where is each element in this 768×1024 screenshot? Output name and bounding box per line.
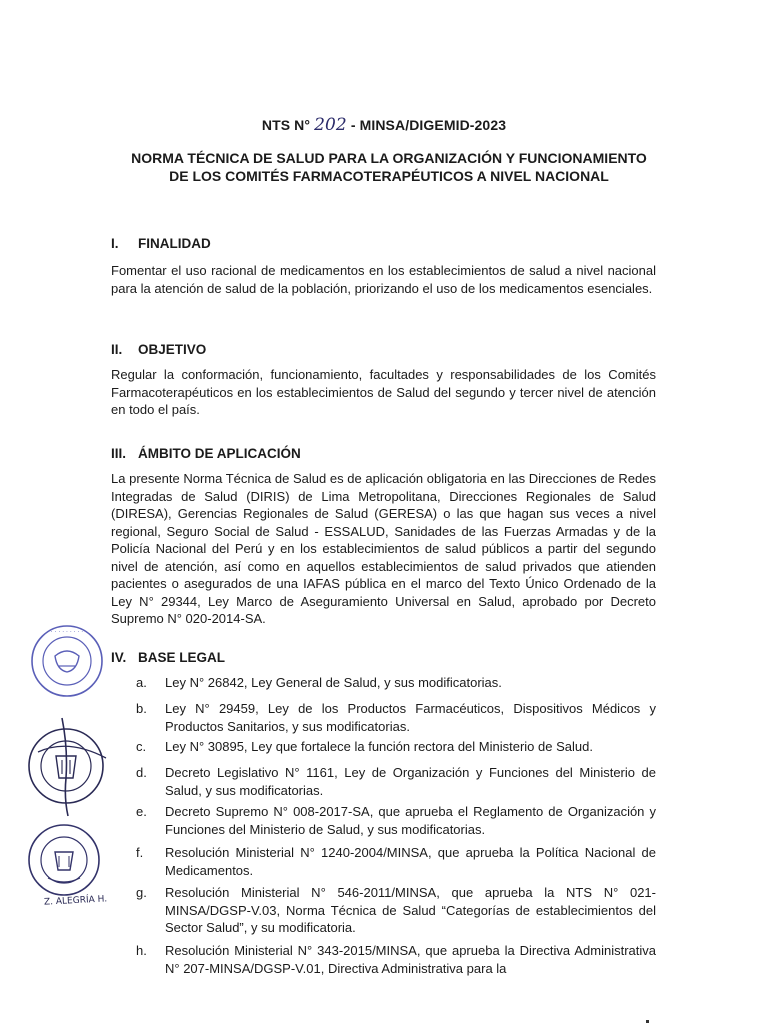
section-heading-finalidad xyxy=(111,236,211,251)
section-heading-ambito xyxy=(111,446,301,461)
list-item-text: Resolución Ministerial N° 343-2015/MINSA, que aprueba la Directiva Administrativa N° 207-MINSA/DGSP-V.01, Directiva Administrativa para la xyxy=(165,943,656,976)
section-text-objetivo: Regular la conformación, funcionamiento, facultades y responsabilidades de los Comités Farmacoterapéuticos en los establecimientos de Salud del segundo y tercer nivel de atención en todo el país. xyxy=(111,367,656,417)
list-item-letter: c. xyxy=(136,739,147,754)
section-text-finalidad: Fomentar el uso racional de medicamentos en los establecimientos de salud a nivel nacional para la atención de salud de la población, priorizando el uso de los medicamentos esenciales. xyxy=(111,263,656,296)
section-title: OBJETIVO xyxy=(138,342,207,357)
list-item-text: Resolución Ministerial N° 1240-2004/MINSA, que aprueba la Política Nacional de Medicamentos. xyxy=(165,845,656,878)
signature-stamp-text: Z. ALEGRÍA H. xyxy=(43,894,108,908)
section-number: II. xyxy=(111,342,123,357)
section-text-ambito: La presente Norma Técnica de Salud es de aplicación obligatoria en las Direcciones de Redes Integradas de Salud (DIRIS) de Lima Metropolitana, Direcciones Regionales de Salud (DIRESA), Gerencias Regionales de Salud (GERESA) o las que hagan sus veces a nivel regional, Seguro Social de Salud - ESSALUD, Sanidades de las Fuerzas Armadas y de la Policía Nacional del Perú y en los establecimientos de salud públicos a partir del segundo nivel de atención, así como en aquellos establecimientos de salud privados que atienden pacientes o asegurados de una IAFAS pública en el marco del Texto Único Ordenado de la Ley N° 29344, Ley Marco de Aseguramiento Universal en Salud, aprobado por Decreto Supremo N° 020-2014-SA. xyxy=(111,471,656,626)
section-heading-objetivo xyxy=(111,342,206,357)
section-number: I. xyxy=(111,236,119,251)
document-code-prefix: NTS N° xyxy=(261,117,311,133)
stamp-seal-oficina xyxy=(26,822,104,900)
section-title: BASE LEGAL xyxy=(138,650,226,665)
section-title: FINALIDAD xyxy=(138,236,211,251)
document-title: NORMA TÉCNICA DE SALUD PARA LA ORGANIZACIÓN Y FUNCIONAMIENTO DE LOS COMITÉS FARMACOTERAPÉUTICOS A NIVEL NACIONAL xyxy=(131,150,647,184)
list-item-text: Resolución Ministerial N° 546-2011/MINSA, que aprueba la NTS N° 021-MINSA/DGSP-V.03, Norma Técnica de Salud “Categorías de establecimientos del Sector Salud”, y su modificatoria. xyxy=(165,885,656,935)
list-item-letter: e. xyxy=(136,804,147,819)
list-item-letter: g. xyxy=(136,885,147,900)
document-code-suffix: - MINSA/DIGEMID-2023 xyxy=(350,117,507,133)
svg-text:· · · · · · · · ·: · · · · · · · · · xyxy=(50,629,84,636)
section-number: III. xyxy=(111,446,127,461)
list-item-text: Ley N° 30895, Ley que fortalece la función rectora del Ministerio de Salud. xyxy=(165,739,593,754)
list-item-text: Ley N° 29459, Ley de los Productos Farmacéuticos, Dispositivos Médicos y Productos Sanitarios, y sus modificatorias. xyxy=(165,701,656,734)
page-corner-mark xyxy=(646,1020,649,1023)
list-item-letter: b. xyxy=(136,701,147,716)
list-item-text: Decreto Supremo N° 008-2017-SA, que aprueba el Reglamento de Organización y Funciones del Ministerio de Salud, y sus modificatorias. xyxy=(165,804,656,837)
list-item-letter: h. xyxy=(136,943,147,958)
stamp-seal-ministry xyxy=(26,716,110,818)
section-title: ÁMBITO DE APLICACIÓN xyxy=(138,446,301,461)
section-number: IV. xyxy=(111,650,127,665)
stamp-seal-medicamentos xyxy=(28,622,106,700)
document-code-number: 202 xyxy=(314,115,347,135)
list-item-letter: a. xyxy=(136,675,147,690)
list-item-letter: f. xyxy=(136,845,144,860)
list-item-text: Decreto Legislativo N° 1161, Ley de Organización y Funciones del Ministerio de Salud, y sus modificatorias. xyxy=(165,765,656,798)
document-code xyxy=(0,115,768,135)
list-item-letter: d. xyxy=(136,765,147,780)
list-item-text: Ley N° 26842, Ley General de Salud, y sus modificatorias. xyxy=(165,675,502,690)
section-heading-base-legal xyxy=(111,650,225,665)
